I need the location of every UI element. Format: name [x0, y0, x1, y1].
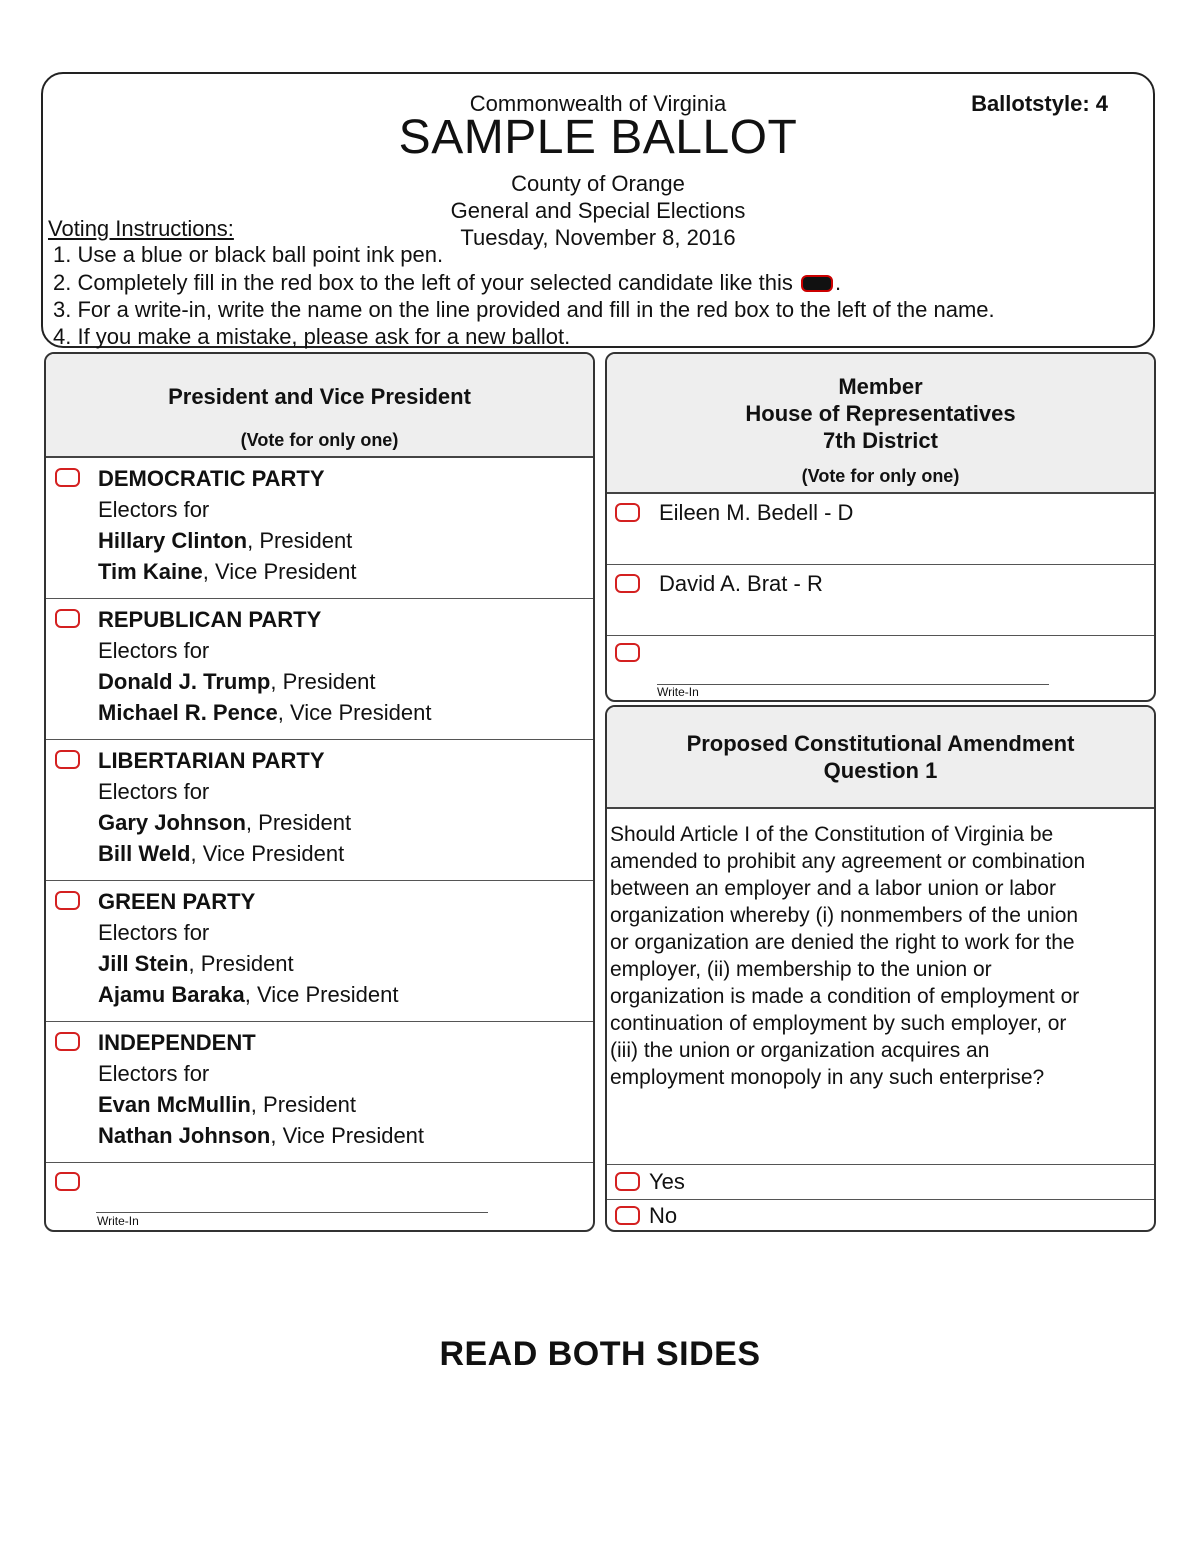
writein-row: [607, 636, 1154, 700]
president-candidate: [98, 807, 351, 838]
vp-name: Bill Weld: [98, 841, 191, 866]
vp-candidate: [98, 838, 351, 869]
vote-checkbox[interactable]: [55, 1032, 80, 1051]
president-role: , President: [245, 810, 352, 835]
electors-label: Electors for: [98, 1061, 210, 1086]
vote-checkbox[interactable]: [615, 574, 640, 593]
candidate-row: [607, 565, 1154, 636]
vp-name: Michael R. Pence: [98, 700, 278, 725]
writein-row: [46, 1163, 593, 1229]
party-name: GREEN PARTY: [98, 889, 256, 914]
question-line: Should Article I of the Constitution of Virginia be: [610, 823, 1054, 846]
question-line: between an employer and a labor union or labor: [610, 877, 1056, 900]
vp-name: Nathan Johnson: [98, 1123, 271, 1148]
amendment-title-line-2: Question 1: [823, 758, 938, 783]
vp-name: Ajamu Baraka: [98, 982, 245, 1007]
president-name: Hillary Clinton: [98, 528, 248, 553]
president-candidate: [98, 1089, 424, 1120]
party-row: [46, 1022, 593, 1163]
president-contest-header: [46, 354, 593, 458]
president-role: , President: [188, 951, 294, 976]
writein-label: Write-In: [97, 1214, 139, 1228]
instruction-2-text: 2. Completely fill in the red box to the left of your selected candidate like this: [53, 270, 793, 295]
vote-instruction: (Vote for only one): [240, 430, 399, 450]
instruction-2: [53, 270, 841, 296]
writein-line[interactable]: [96, 1212, 488, 1213]
house-contest: [605, 352, 1156, 702]
vp-candidate: [98, 697, 431, 728]
candidate-name: Eileen M. Bedell - D: [659, 500, 854, 525]
president-role: , President: [270, 669, 376, 694]
vp-candidate: [98, 1120, 424, 1151]
party-entry: [98, 1027, 424, 1151]
writein-checkbox[interactable]: [615, 643, 640, 662]
question-line: employer, (ii) membership to the union or: [610, 958, 992, 981]
instruction-1: 1. Use a blue or black ball point ink pen.: [53, 242, 444, 267]
party-entry: [98, 604, 431, 728]
question-line: organization whereby (i) nonmembers of the union: [610, 904, 1079, 927]
yes-checkbox[interactable]: [615, 1172, 640, 1191]
president-name: Donald J. Trump: [98, 669, 271, 694]
amendment-contest-header: [607, 707, 1154, 809]
vp-role: , Vice President: [277, 700, 432, 725]
vp-role: , Vice President: [270, 1123, 425, 1148]
president-candidate: [98, 525, 356, 556]
option-yes-label: Yes: [649, 1169, 685, 1194]
read-both-sides-footer: READ BOTH SIDES: [439, 1335, 761, 1373]
writein-line[interactable]: [657, 684, 1049, 685]
question-line: or organization are denied the right to work for the: [610, 931, 1075, 954]
president-candidate: [98, 948, 398, 979]
candidate-name: David A. Brat - R: [659, 571, 823, 596]
candidate-row: [607, 494, 1154, 565]
question-line: (iii) the union or organization acquires an: [610, 1039, 990, 1062]
option-row-no: [607, 1200, 1154, 1232]
instruction-4: 4. If you make a mistake, please ask for a new ballot.: [53, 324, 571, 349]
vote-checkbox[interactable]: [55, 468, 80, 487]
vp-role: , Vice President: [190, 841, 345, 866]
president-role: , President: [247, 528, 353, 553]
vote-checkbox[interactable]: [55, 750, 80, 769]
amendment-contest: [605, 705, 1156, 1232]
house-title-line-3: 7th District: [823, 428, 938, 453]
vp-role: , Vice President: [202, 559, 357, 584]
party-entry: [98, 886, 398, 1010]
question-line: employment monopoly in any such enterprise?: [610, 1066, 1045, 1089]
electors-label: Electors for: [98, 497, 210, 522]
president-name: Evan McMullin: [98, 1092, 251, 1117]
vote-instruction: (Vote for only one): [801, 466, 960, 486]
election-date: Tuesday, November 8, 2016: [460, 225, 736, 250]
amendment-title-line-1: Proposed Constitutional Amendment: [686, 731, 1075, 756]
party-name: INDEPENDENT: [98, 1030, 256, 1055]
president-candidate: [98, 666, 431, 697]
election-label: General and Special Elections: [450, 198, 746, 223]
president-name: Gary Johnson: [98, 810, 246, 835]
option-row-yes: [607, 1165, 1154, 1200]
party-entry: [98, 463, 356, 587]
party-name: DEMOCRATIC PARTY: [98, 466, 325, 491]
vp-candidate: [98, 556, 356, 587]
instructions-heading: Voting Instructions:: [48, 216, 234, 241]
president-name: Jill Stein: [98, 951, 189, 976]
writein-label: Write-In: [657, 685, 699, 699]
party-row: [46, 458, 593, 599]
party-name: LIBERTARIAN PARTY: [98, 748, 325, 773]
party-row: [46, 881, 593, 1022]
vote-checkbox[interactable]: [55, 609, 80, 628]
electors-label: Electors for: [98, 920, 210, 945]
president-role: , President: [250, 1092, 356, 1117]
option-no-label: No: [649, 1203, 678, 1228]
question-line: amended to prohibit any agreement or combination: [610, 850, 1086, 873]
county-label: County of Orange: [511, 171, 685, 196]
house-title-line-2: House of Representatives: [745, 401, 1016, 426]
question-line: continuation of employment by such employer, or: [610, 1012, 1067, 1035]
no-checkbox[interactable]: [615, 1206, 640, 1225]
vp-candidate: [98, 979, 398, 1010]
party-row: [46, 740, 593, 881]
commonwealth-label: Commonwealth of Virginia: [469, 91, 727, 116]
filled-box-example-icon: [801, 275, 833, 292]
question-line: organization is made a condition of employment or: [610, 985, 1080, 1008]
vote-checkbox[interactable]: [615, 503, 640, 522]
house-contest-header: [607, 354, 1154, 494]
house-title-line-1: Member: [838, 374, 923, 399]
question-row: [607, 809, 1154, 1165]
president-contest: [44, 352, 595, 1232]
writein-checkbox[interactable]: [55, 1172, 80, 1191]
party-entry: [98, 745, 351, 869]
vp-role: , Vice President: [244, 982, 399, 1007]
instruction-2-period: .: [834, 270, 842, 295]
party-row: [46, 599, 593, 740]
question-text: [610, 821, 1150, 1091]
ballotstyle-label: Ballotstyle: 4: [971, 91, 1108, 116]
vp-name: Tim Kaine: [98, 559, 203, 584]
president-contest-title: President and Vice President: [168, 384, 471, 409]
electors-label: Electors for: [98, 638, 210, 663]
ballot-header: [41, 72, 1155, 348]
page-title: SAMPLE BALLOT: [398, 111, 798, 164]
electors-label: Electors for: [98, 779, 210, 804]
instruction-3: 3. For a write-in, write the name on the line provided and fill in the red box to the left of the name.: [53, 297, 995, 322]
party-name: REPUBLICAN PARTY: [98, 607, 322, 632]
vote-checkbox[interactable]: [55, 891, 80, 910]
